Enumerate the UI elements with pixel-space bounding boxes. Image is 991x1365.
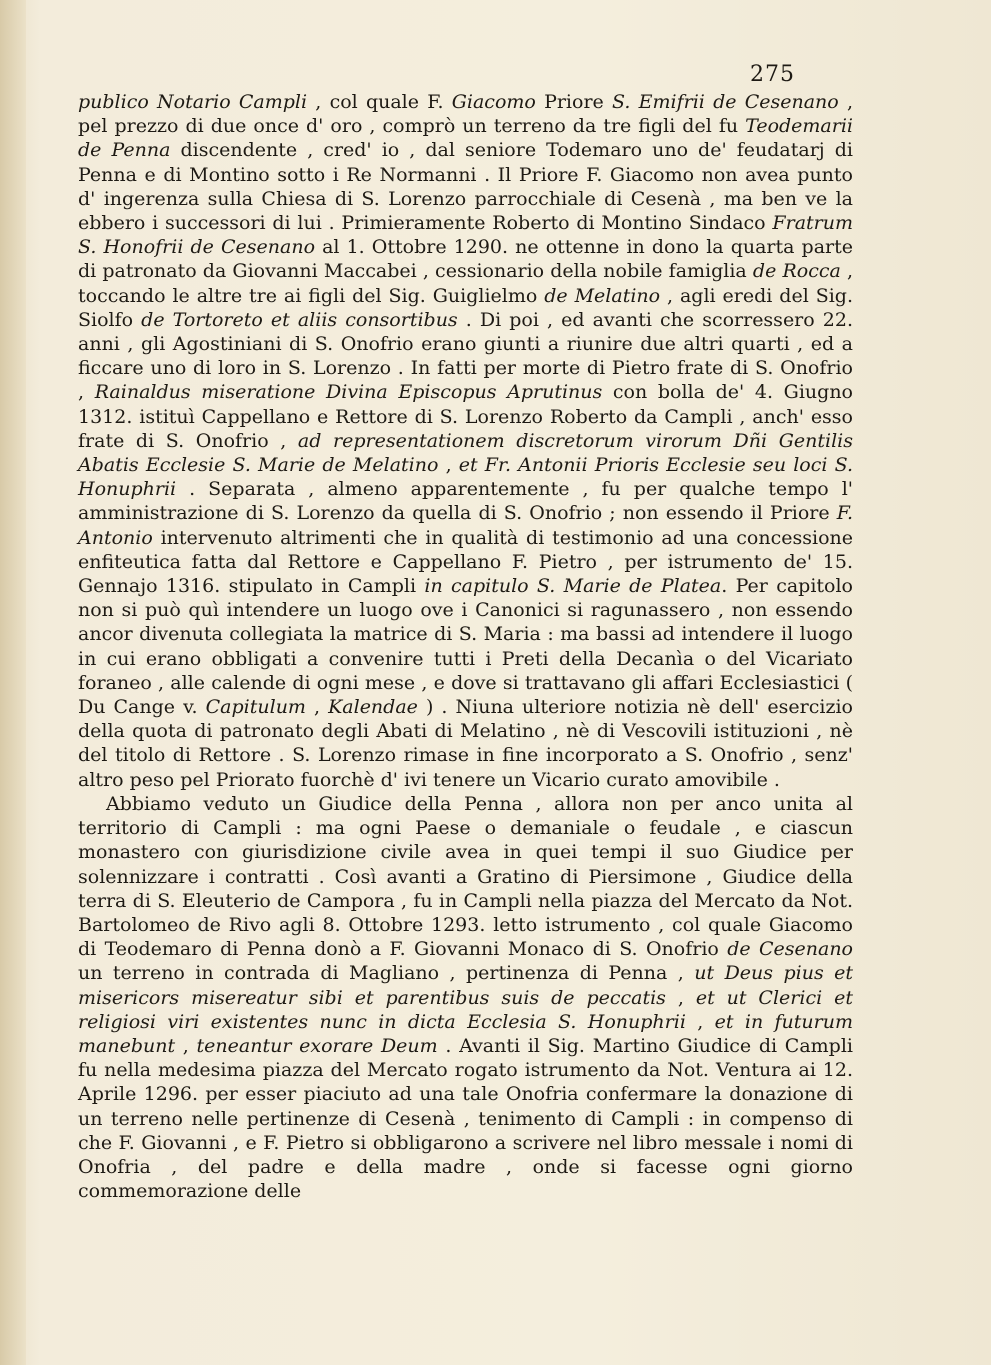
text-run: al 1. Ottobre 1290. ne ottenne in dono la quarta parte di patronato da Giovanni Maccabei , cessionario della nobile famiglia	[78, 236, 854, 283]
text-run: discendente , cred' io , dal seniore Todemaro uno de' feudatarj di Penna e di Montino sotto i Re Normanni . Il Priore F. Giacomo non avea punto d' ingerenza sulla Chiesa di S. Lorenzo parrocchiale di Cesenà , ma ben ve la ebbero i successori di lui . Primieramente Roberto di Montino Sindaco	[78, 139, 853, 235]
paragraph	[78, 90, 853, 792]
text-run: . Separata , almeno apparentemente , fu per qualche tempo l' amministrazione di S. Lorenzo da quella di S. Onofrio ; non essendo il Priore	[78, 478, 853, 525]
text-run: un terreno in contrada di Magliano , pertinenza di Penna ,	[78, 962, 695, 985]
text-run: con bolla de' 4. Giugno 1312. istituì Cappellano e Rettore di S. Lorenzo Roberto da Campli , anch' esso frate di S. Onofrio ,	[78, 381, 853, 452]
italic-run: Capitulum	[205, 696, 306, 719]
italic-run: et in futurum manebunt	[78, 1010, 854, 1057]
text-run: . Per capitolo non si può quì intendere un luogo ove i Canonici si ragunassero , non essendo ancor divenuta collegiata la matrice di S. Maria : ma bassi ad intendere il luogo in cui erano obbligati a convenire tutti i Preti della Decanìa o del Vicariato foraneo , alle calende di ogni mese , e dove si trattavano gli affari Ecclesiastici ( Du Cange v.	[78, 575, 853, 719]
text-run: . Avanti il Sig. Martino Giudice di Campli fu nella medesima piazza del Mercato rogato istrumento da Not. Ventura ai 12. Aprile 1296. per esser piaciuto ad una tale Onofria confermare la donazione di un terreno nelle pertinenze di Cesenà , tenimento di Campli : in compenso di che F. Giovanni , e F. Pietro si obbligarono a scrivere nel libro messale i nomi di Onofria , del padre e della madre , onde si facesse ogni giorno commemorazione delle	[78, 1034, 853, 1203]
text-run: Abbiamo veduto un Giudice della Penna , allora non per anco unita al territorio di Campli : ma ogni Paese o demaniale o feudale , e ciascun monastero con giurisdizione civile avea in quei tempi il suo Giudice per solennizzare i contratti . Così avanti a Gratino di Piersimone , Giudice della terra di S. Eleuterio de Campora , fu in Campli nella piazza del Mercato da Not. Bartolomeo de Rivo agli 8. Ottobre 1293. letto istrumento , col quale Giacomo di Teodemaro di Penna donò a F. Giovanni Monaco di S. Onofrio	[78, 792, 853, 961]
italic-run: publico Notario Campli	[78, 91, 308, 113]
italic-run: Fratrum S. Honofrii de Cesenano	[78, 212, 853, 259]
text-run: , col quale F.	[307, 91, 452, 113]
italic-run: ad representationem discretorum virorum Dñi Gentilis Abatis Ecclesie S. Marie de Melatino	[78, 429, 853, 477]
text-run: , pel prezzo di due once d' oro , comprò un terreno da tre figli del fu	[78, 91, 853, 138]
italic-run: et Fr. Antonii Prioris Ecclesie seu loci S. Honuphrii	[78, 454, 853, 501]
text-run: intervenuto altrimenti che in qualità di testimonio ad una concessione enfiteutica fatta dal Rettore e Cappellano F. Pietro , per istrumento de' 15. Gennajo 1316. stipulato in Campli	[78, 526, 853, 598]
text-run: ,	[305, 696, 329, 719]
text-run: ,	[438, 454, 459, 477]
text-run: ) . Niuna ulteriore notizia nè dell' esercizio della quota di patronato degli Abati di Melatino , nè di Vescovili istituzioni , nè del titolo di Rettore . S. Lorenzo rimase in fine incorporato a S. Onofrio , senz' altro peso pel Priorato fuorchè d' ivi tenere un Vicario curato amovibile .	[78, 696, 853, 791]
italic-run: Rainaldus miseratione Divina Episcopus Aprutinus	[94, 381, 603, 404]
italic-run: et ut Clerici et religiosi viri existentes nunc in dicta Ecclesia S. Honuphrii	[78, 986, 853, 1033]
text-run: ,	[685, 1010, 715, 1033]
paragraph	[78, 792, 853, 1203]
italic-run: de Tortoreto et aliis consortibus	[141, 308, 458, 331]
text-run: , agli eredi del Sig. Siolfo	[78, 284, 853, 331]
italic-run: Kalendae	[328, 696, 418, 719]
italic-run: in capitulo S. Marie de Platea	[424, 575, 722, 598]
italic-run: Teodemarii de Penna	[78, 115, 853, 162]
text-run: ,	[665, 986, 696, 1009]
body-text	[78, 90, 853, 1203]
page-gutter	[0, 0, 26, 1365]
italic-run: de Melatino	[544, 284, 661, 307]
italic-run: S. Emifrii de Cesenano	[612, 91, 839, 113]
italic-run: teneantur exorare Deum	[196, 1034, 438, 1057]
italic-run: ut Deus pius et misericors misereatur sibi et parentibus suis de peccatis	[78, 962, 854, 1009]
page-number: 275	[750, 62, 795, 87]
italic-run: Giacomo	[451, 91, 536, 113]
italic-run: de Cesenano	[727, 938, 853, 961]
text-run: , toccando le altre tre ai figli del Sig. Guiglielmo	[78, 260, 853, 307]
text-run: . Di poi , ed avanti che scorressero 22. anni , gli Agostiniani di S. Onofrio erano giunti a riunire due altri quarti , ed a ficcare uno di loro in S. Lorenzo . In fatti per morte di Pietro frate di S. Onofrio ,	[78, 308, 853, 404]
italic-run: de Rocca	[752, 260, 841, 283]
text-run: Priore	[535, 91, 613, 113]
italic-run: F. Antonio	[78, 502, 853, 549]
text-run: ,	[175, 1034, 197, 1057]
